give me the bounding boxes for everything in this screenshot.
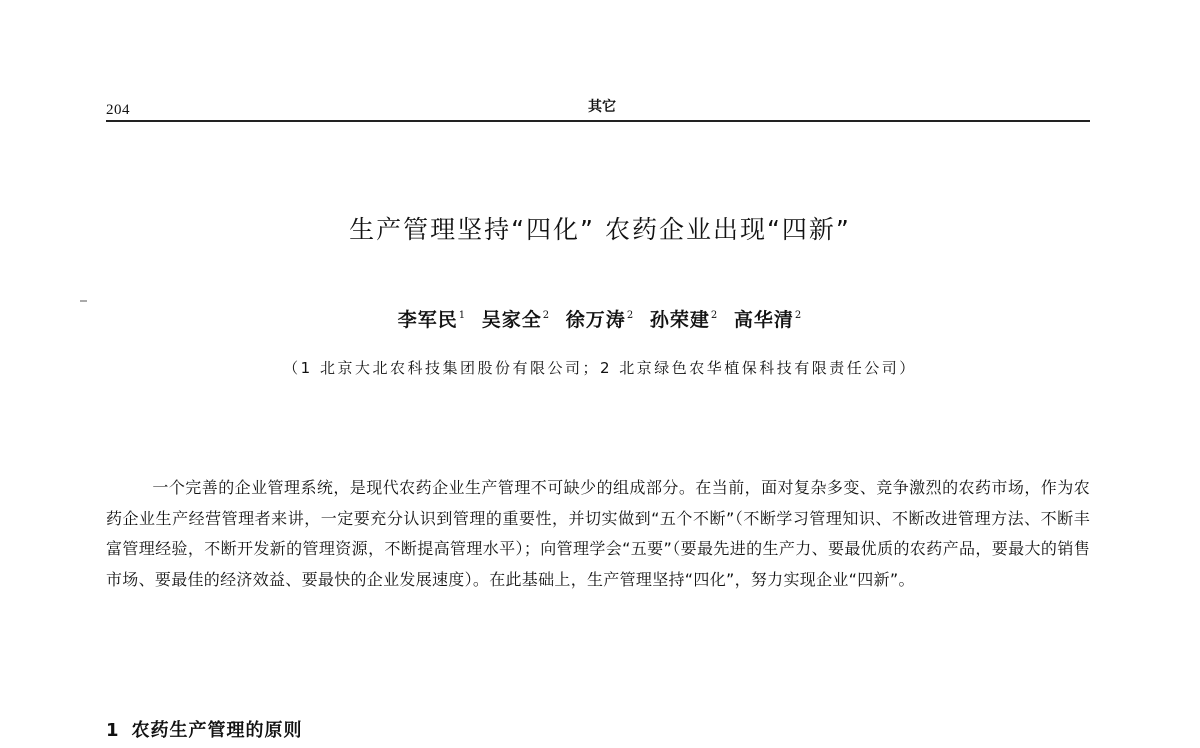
- author: [650, 309, 718, 331]
- author-name: 高华清: [733, 309, 794, 331]
- page-number: 204: [106, 102, 130, 118]
- intro-paragraph: 一个完善的企业管理系统，是现代农药企业生产管理不可缺少的组成部分。在当前，面对复杂多变、竞争激烈的农药市场，作为农药企业生产经营管理者来讲，一定要充分认识到管理的重要性，并切实做到“五个不断”（不断学习管理知识、不断改进管理方法、不断丰富管理经验，不断开发新的管理资源，不断提高管理水平）；向管理学会“五要”（要最先进的生产力、要最优质的农药产品，要最大的销售市场、要最佳的经济效益、要最快的企业发展速度）。在此基础上，生产管理坚持“四化”，努力实现企业“四新”。: [106, 478, 1090, 589]
- scan-artifact: [80, 300, 87, 302]
- author: [482, 309, 550, 331]
- section-heading: [106, 716, 303, 742]
- author-name: 吴家全: [481, 309, 542, 331]
- author-affiliation-mark: 1: [458, 310, 467, 321]
- author: [566, 309, 634, 331]
- section-number: 1: [106, 720, 120, 741]
- header-rule: [106, 120, 1090, 122]
- running-header: [106, 92, 1090, 122]
- author-affiliation-mark: 2: [626, 310, 635, 321]
- section-title: 农药生产管理的原则: [131, 720, 303, 741]
- author-name: 徐万涛: [565, 309, 626, 331]
- author-name: 李军民: [397, 309, 458, 331]
- author: [398, 309, 466, 331]
- author-list: [0, 305, 1200, 332]
- author-affiliation-mark: 2: [794, 310, 803, 321]
- author-affiliation-mark: 2: [710, 310, 719, 321]
- author-affiliation-mark: 2: [542, 310, 551, 321]
- running-section-name: 其它: [588, 99, 616, 115]
- article-title: 生产管理坚持“四化” 农药企业出现“四新”: [349, 215, 851, 244]
- author: [734, 309, 802, 331]
- affiliation-line: （1 北京大北农科技集团股份有限公司；2 北京绿色农华植保科技有限责任公司）: [283, 359, 917, 377]
- author-name: 孙荣建: [649, 309, 710, 331]
